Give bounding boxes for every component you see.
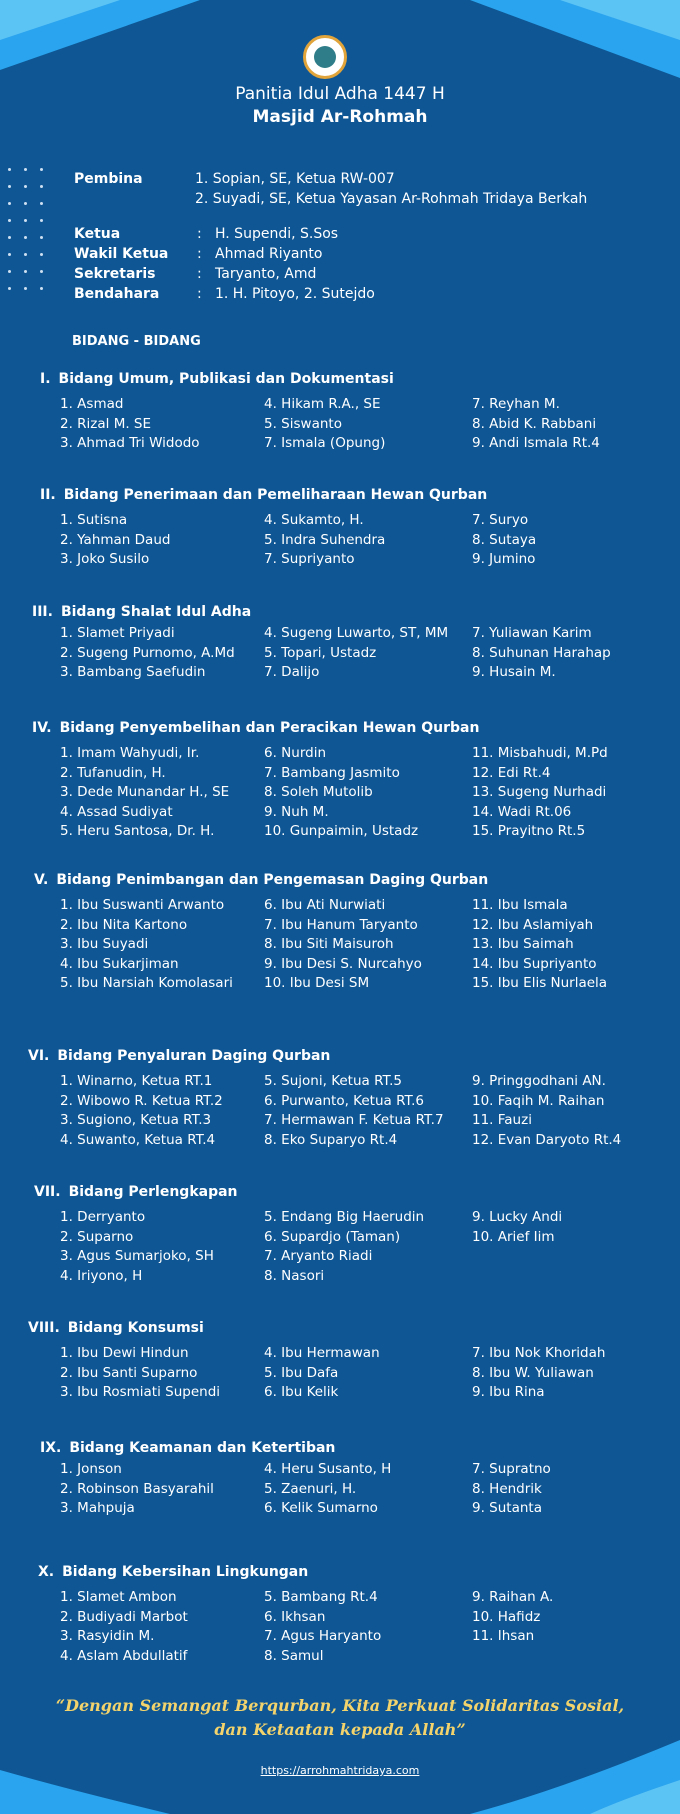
section-title-text: Bidang Kebersihan Lingkungan <box>62 1564 309 1580</box>
section-roman-numeral: IV. <box>32 720 52 736</box>
member-column <box>264 395 385 454</box>
member-list-item: 1. Slamet Priyadi <box>60 625 175 641</box>
member-list-item: 9. Ibu Desi S. Nurcahyo <box>264 955 422 972</box>
pembina-item: 2. Suyadi, SE, Ketua Yayasan Ar-Rohmah Tridaya Berkah <box>195 191 588 207</box>
member-list-item: 7. Agus Haryanto <box>264 1628 382 1644</box>
member-list-item: 4. Sugeng Luwarto, ST, MM <box>264 625 449 641</box>
colon: : <box>197 246 202 262</box>
member-list-item: 2. Suparno <box>60 1228 134 1245</box>
member-list-item: 1. Derryanto <box>60 1209 146 1225</box>
member-list-item: 1. Winarno, Ketua RT.1 <box>60 1073 213 1089</box>
member-list-item: 6. Supardjo (Taman) <box>264 1228 401 1245</box>
member-list-item: 4. Iriyono, H <box>60 1267 143 1284</box>
section-title <box>34 1184 238 1200</box>
section-roman-numeral: III. <box>32 604 53 620</box>
colon: : <box>197 286 202 302</box>
member-list-item: 1. Sutisna <box>60 512 128 528</box>
member-list-item: 1. Jonson <box>60 1461 122 1477</box>
member-list-item: 4. Aslam Abdullatif <box>60 1647 188 1664</box>
member-list-item: 1. Ibu Dewi Hindun <box>60 1345 189 1361</box>
member-list-item: 4. Sukamto, H. <box>264 512 364 528</box>
member-list-item: 8. Sutaya <box>472 531 537 548</box>
section-title <box>40 371 394 387</box>
member-list-item: 9. Andi Ismala Rt.4 <box>472 435 600 451</box>
section-title-text: Bidang Shalat Idul Adha <box>60 604 252 620</box>
member-list-item: 2. Wibowo R. Ketua RT.2 <box>60 1092 223 1109</box>
member-list-item: 10. Ibu Desi SM <box>264 975 370 991</box>
member-column <box>472 744 608 842</box>
dot-icon <box>40 219 43 222</box>
section-title-text: Bidang Keamanan dan Ketertiban <box>69 1440 336 1456</box>
member-list-item: 14. Wadi Rt.06 <box>472 803 572 820</box>
sekretaris-value: Taryanto, Amd <box>215 266 317 282</box>
section-title-text: Bidang Penerimaan dan Pemeliharaan Hewan Qurban <box>63 487 488 503</box>
colon: : <box>197 226 202 242</box>
dot-pattern-icon <box>8 168 56 303</box>
member-list-item: 9. Lucky Andi <box>472 1209 563 1225</box>
dot-icon <box>24 185 27 188</box>
member-list-item: 2. Ibu Nita Kartono <box>60 916 188 933</box>
dot-icon <box>24 270 27 273</box>
member-list-item: 6. Kelik Sumarno <box>264 1500 378 1516</box>
member-list-item: 12. Evan Daryoto Rt.4 <box>472 1131 622 1148</box>
member-list-item: 5. Heru Santosa, Dr. H. <box>60 823 215 839</box>
member-list-item: 1. Ibu Suswanti Arwanto <box>60 897 225 913</box>
ketua-value: H. Supendi, S.Sos <box>215 226 339 242</box>
section-roman-numeral: I. <box>40 371 51 387</box>
member-list-item: 6. Nurdin <box>264 745 327 761</box>
member-column <box>472 395 600 454</box>
member-list-item: 4. Ibu Sukarjiman <box>60 955 179 972</box>
dot-icon <box>40 287 43 290</box>
section-title-text: Bidang Penyaluran Daging Qurban <box>57 1048 331 1064</box>
member-list-item: 6. Ibu Kelik <box>264 1384 339 1400</box>
member-list-item: 7. Ibu Hanum Taryanto <box>264 916 418 933</box>
member-list-item: 7. Yuliawan Karim <box>472 625 592 641</box>
member-list-item: 3. Bambang Saefudin <box>60 664 206 680</box>
member-list-item: 5. Topari, Ustadz <box>264 644 377 661</box>
section-roman-numeral: IX. <box>40 1440 62 1456</box>
section-title <box>40 487 487 503</box>
member-list-item: 2. Yahman Daud <box>60 531 171 548</box>
member-column <box>264 511 385 570</box>
member-list-item: 3. Sugiono, Ketua RT.3 <box>60 1112 212 1128</box>
section-title <box>40 1440 335 1456</box>
bendahara-label: Bendahara <box>74 286 160 302</box>
bidang-heading: BIDANG - BIDANG <box>72 334 201 349</box>
member-list-item: 10. Faqih M. Raihan <box>472 1092 605 1109</box>
member-list-item: 3. Rasyidin M. <box>60 1628 155 1644</box>
member-column <box>472 896 607 994</box>
wakil-ketua-label: Wakil Ketua <box>74 246 169 262</box>
member-list-item: 4. Assad Sudiyat <box>60 803 173 820</box>
member-column <box>60 1208 214 1286</box>
dot-icon <box>8 185 11 188</box>
member-list-item: 1. Asmad <box>60 396 124 412</box>
closing-quote <box>0 1694 680 1742</box>
member-list-item: 8. Samul <box>264 1647 324 1664</box>
member-column <box>60 744 229 842</box>
member-list-item: 9. Pringgodhani AN. <box>472 1073 606 1089</box>
member-list-item: 5. Siswanto <box>264 415 342 432</box>
member-list-item: 3. Ibu Suyadi <box>60 936 149 952</box>
member-list-item: 8. Nasori <box>264 1267 325 1284</box>
member-list-item: 2. Budiyadi Marbot <box>60 1608 188 1625</box>
pembina-item: 1. Sopian, SE, Ketua RW-007 <box>195 171 395 187</box>
member-list-item: 5. Bambang Rt.4 <box>264 1589 378 1605</box>
dot-icon <box>8 270 11 273</box>
member-column <box>264 1588 381 1666</box>
member-list-item: 2. Tufanudin, H. <box>60 764 166 781</box>
member-list-item: 7. Ismala (Opung) <box>264 435 386 451</box>
member-column <box>264 1344 380 1403</box>
dot-icon <box>24 168 27 171</box>
quote-line: “Dengan Semangat Berqurban, Kita Perkuat Solidaritas Sosial, <box>55 1696 625 1715</box>
member-list-item: 9. Sutanta <box>472 1500 542 1516</box>
dot-icon <box>40 236 43 239</box>
member-list-item: 15. Ibu Elis Nurlaela <box>472 975 608 991</box>
section-title-text: Bidang Penimbangan dan Pengemasan Daging Qurban <box>56 872 489 888</box>
section-title <box>28 1048 330 1064</box>
member-list-item: 8. Ibu W. Yuliawan <box>472 1364 594 1381</box>
member-list-item: 11. Ibu Ismala <box>472 897 568 913</box>
website-link[interactable]: https://arrohmahtridaya.com <box>260 1764 420 1777</box>
member-list-item: 13. Ibu Saimah <box>472 936 574 952</box>
member-list-item: 11. Misbahudi, M.Pd <box>472 745 608 761</box>
dot-icon <box>40 202 43 205</box>
dot-icon <box>24 287 27 290</box>
member-list-item: 7. Ibu Nok Khoridah <box>472 1345 606 1361</box>
member-list-item: 4. Heru Susanto, H <box>264 1461 392 1477</box>
member-list-item: 8. Suhunan Harahap <box>472 644 611 661</box>
member-list-item: 5. Zaenuri, H. <box>264 1480 357 1497</box>
member-list-item: 5. Sujoni, Ketua RT.5 <box>264 1073 403 1089</box>
member-column <box>472 1460 551 1519</box>
member-list-item: 2. Rizal M. SE <box>60 415 152 432</box>
member-column <box>60 1072 223 1150</box>
member-list-item: 7. Hermawan F. Ketua RT.7 <box>264 1112 444 1128</box>
section-roman-numeral: VI. <box>28 1048 50 1064</box>
member-list-item: 10. Gunpaimin, Ustadz <box>264 823 419 839</box>
bendahara-value: 1. H. Pitoyo, 2. Sutejdo <box>215 286 375 302</box>
sekretaris-label: Sekretaris <box>74 266 156 282</box>
member-column <box>60 896 233 994</box>
member-list-item: 14. Ibu Supriyanto <box>472 955 597 972</box>
pembina-label: Pembina <box>74 171 143 187</box>
section-title <box>38 1564 308 1580</box>
page-subtitle: Masjid Ar-Rohmah <box>252 107 428 127</box>
member-list-item: 5. Ibu Narsiah Komolasari <box>60 975 233 991</box>
member-column <box>472 511 536 570</box>
member-list-item: 12. Ibu Aslamiyah <box>472 916 594 933</box>
member-list-item: 7. Reyhan M. <box>472 396 560 412</box>
member-column <box>264 896 422 994</box>
member-list-item: 10. Hafidz <box>472 1608 541 1625</box>
ketua-label: Ketua <box>74 226 121 242</box>
member-column <box>60 395 200 454</box>
section-title <box>28 1320 204 1336</box>
section-title <box>34 872 488 888</box>
dot-icon <box>24 236 27 239</box>
member-list-item: 7. Aryanto Riadi <box>264 1248 373 1264</box>
member-list-item: 5. Ibu Dafa <box>264 1364 339 1381</box>
section-roman-numeral: V. <box>34 872 49 888</box>
dot-icon <box>24 219 27 222</box>
member-list-item: 4. Ibu Hermawan <box>264 1345 380 1361</box>
member-column <box>264 1208 424 1286</box>
member-list-item: 3. Ahmad Tri Widodo <box>60 435 200 451</box>
member-column <box>264 624 448 683</box>
member-list-item: 8. Abid K. Rabbani <box>472 415 597 432</box>
member-list-item: 6. Ikhsan <box>264 1608 326 1625</box>
member-column <box>472 1072 621 1150</box>
wakil-ketua-value: Ahmad Riyanto <box>215 246 323 262</box>
member-list-item: 9. Ibu Rina <box>472 1384 545 1400</box>
quote-line: dan Ketaatan kepada Allah” <box>214 1720 466 1739</box>
member-list-item: 3. Joko Susilo <box>60 551 150 567</box>
dot-icon <box>8 219 11 222</box>
colon: : <box>197 266 202 282</box>
section-roman-numeral: X. <box>38 1564 55 1580</box>
member-column <box>264 744 418 842</box>
member-list-item: 9. Husain M. <box>472 664 556 680</box>
section-title <box>32 720 479 736</box>
member-column <box>264 1460 391 1519</box>
member-list-item: 11. Fauzi <box>472 1112 532 1128</box>
dot-icon <box>40 185 43 188</box>
dot-icon <box>24 202 27 205</box>
member-list-item: 1. Imam Wahyudi, Ir. <box>60 745 200 761</box>
page-title: Panitia Idul Adha 1447 H <box>235 84 445 104</box>
member-list-item: 7. Supratno <box>472 1461 551 1477</box>
member-column <box>60 1588 188 1666</box>
member-list-item: 15. Prayitno Rt.5 <box>472 823 586 839</box>
member-column <box>472 1588 553 1647</box>
dot-icon <box>40 168 43 171</box>
dot-icon <box>8 253 11 256</box>
member-list-item: 2. Sugeng Purnomo, A.Md <box>60 644 235 661</box>
mosque-logo-icon <box>303 35 347 79</box>
member-column <box>60 624 235 683</box>
member-list-item: 10. Arief Iim <box>472 1228 555 1245</box>
section-title-text: Bidang Penyembelihan dan Peracikan Hewan Qurban <box>59 720 480 736</box>
member-list-item: 5. Indra Suhendra <box>264 531 386 548</box>
member-list-item: 8. Hendrik <box>472 1480 542 1497</box>
member-list-item: 4. Hikam R.A., SE <box>264 396 381 412</box>
member-column <box>472 1344 605 1403</box>
dot-icon <box>8 202 11 205</box>
member-list-item: 8. Soleh Mutolib <box>264 784 373 800</box>
section-roman-numeral: VIII. <box>28 1320 60 1336</box>
member-list-item: 9. Raihan A. <box>472 1589 554 1605</box>
dot-icon <box>8 236 11 239</box>
section-title-text: Bidang Umum, Publikasi dan Dokumentasi <box>58 371 394 387</box>
member-list-item: 8. Ibu Siti Maisuroh <box>264 936 394 952</box>
section-title-text: Bidang Konsumsi <box>67 1320 204 1336</box>
member-list-item: 8. Eko Suparyo Rt.4 <box>264 1131 398 1148</box>
member-list-item: 9. Nuh M. <box>264 803 329 820</box>
member-list-item: 3. Dede Munandar H., SE <box>60 784 230 800</box>
member-list-item: 7. Suryo <box>472 512 529 528</box>
section-title-text: Bidang Perlengkapan <box>68 1184 238 1200</box>
member-column <box>472 624 611 683</box>
member-column <box>472 1208 562 1247</box>
member-list-item: 2. Robinson Basyarahil <box>60 1480 214 1497</box>
member-column <box>60 511 170 570</box>
dot-icon <box>8 168 11 171</box>
member-list-item: 12. Edi Rt.4 <box>472 764 551 781</box>
member-list-item: 7. Supriyanto <box>264 551 355 567</box>
member-list-item: 3. Mahpuja <box>60 1500 135 1516</box>
member-list-item: 3. Ibu Rosmiati Supendi <box>60 1384 221 1400</box>
member-list-item: 2. Ibu Santi Suparno <box>60 1364 198 1381</box>
member-list-item: 6. Purwanto, Ketua RT.6 <box>264 1092 425 1109</box>
dot-icon <box>40 253 43 256</box>
member-column <box>264 1072 444 1150</box>
section-roman-numeral: II. <box>40 487 56 503</box>
member-list-item: 1. Slamet Ambon <box>60 1589 177 1605</box>
member-list-item: 9. Jumino <box>472 551 536 567</box>
member-list-item: 5. Endang Big Haerudin <box>264 1209 425 1225</box>
dot-icon <box>8 287 11 290</box>
section-roman-numeral: VII. <box>34 1184 61 1200</box>
section-title <box>32 604 251 620</box>
member-list-item: 4. Suwanto, Ketua RT.4 <box>60 1131 216 1148</box>
member-list-item: 6. Ibu Ati Nurwiati <box>264 897 386 913</box>
member-list-item: 7. Bambang Jasmito <box>264 764 400 781</box>
dot-icon <box>24 253 27 256</box>
member-list-item: 13. Sugeng Nurhadi <box>472 784 607 800</box>
member-list-item: 11. Ihsan <box>472 1628 535 1644</box>
member-column <box>60 1460 214 1519</box>
dot-icon <box>40 270 43 273</box>
member-list-item: 3. Agus Sumarjoko, SH <box>60 1248 214 1264</box>
member-list-item: 7. Dalijo <box>264 664 320 680</box>
member-column <box>60 1344 220 1403</box>
